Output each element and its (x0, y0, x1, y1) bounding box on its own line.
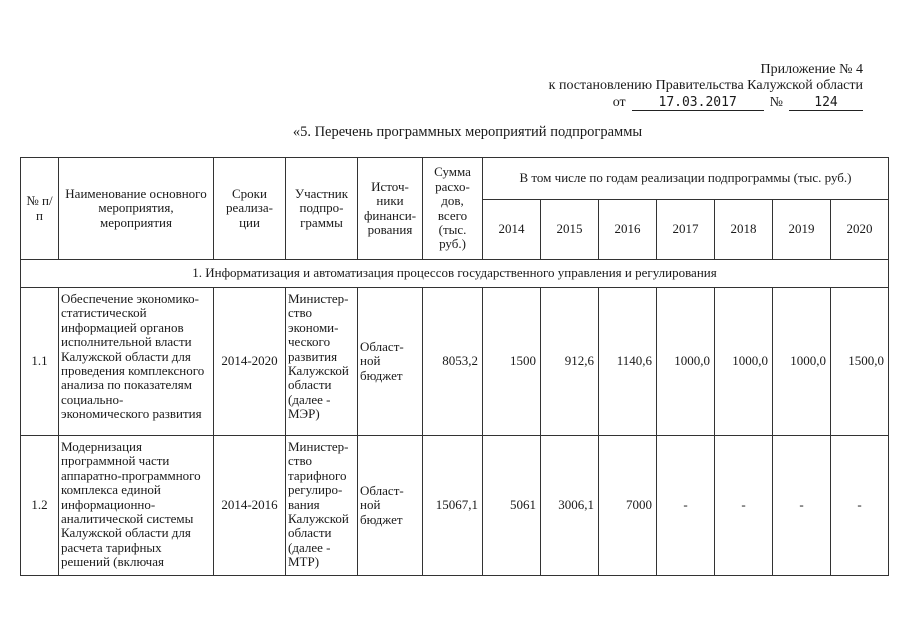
row-value-2020: 1500,0 (831, 288, 889, 436)
resolution-date: 17.03.2017 (632, 95, 764, 111)
header-year: 2018 (715, 200, 773, 260)
row-value-2019: - (773, 436, 831, 576)
header-num: № п/п (21, 158, 59, 260)
from-label: от (612, 95, 626, 110)
header-participant: Участник подпро-граммы (286, 158, 358, 260)
header-year: 2019 (773, 200, 831, 260)
header-years-group: В том числе по годам реализации подпрограммы (тыс. руб.) (483, 158, 889, 200)
header-source: Источ-ники финанси-рования (358, 158, 423, 260)
table-row (21, 436, 889, 576)
header-year: 2016 (599, 200, 657, 260)
row-source: Област-ной бюджет (358, 436, 423, 576)
document-header (549, 62, 863, 111)
section-row (21, 260, 889, 288)
row-participant: Министер-ство экономи-ческого развития Калужской области (далее - МЭР) (286, 288, 358, 436)
resolution-number: 124 (789, 95, 863, 111)
row-num: 1.2 (21, 436, 59, 576)
header-year: 2015 (541, 200, 599, 260)
row-value-2018: - (715, 436, 773, 576)
row-source: Област-ной бюджет (358, 288, 423, 436)
row-terms: 2014-2016 (214, 436, 286, 576)
header-terms: Сроки реализа-ции (214, 158, 286, 260)
row-value-2015: 3006,1 (541, 436, 599, 576)
row-value-2018: 1000,0 (715, 288, 773, 436)
row-value-2014: 5061 (483, 436, 541, 576)
row-sum: 8053,2 (423, 288, 483, 436)
header-year: 2014 (483, 200, 541, 260)
header-sum: Сумма расхо-дов, всего (тыс. руб.) (423, 158, 483, 260)
header-year: 2017 (657, 200, 715, 260)
row-value-2015: 912,6 (541, 288, 599, 436)
row-num: 1.1 (21, 288, 59, 436)
row-terms: 2014-2020 (214, 288, 286, 436)
row-value-2014: 1500 (483, 288, 541, 436)
row-value-2020: - (831, 436, 889, 576)
header-name: Наименование основного мероприятия, мероприятия (59, 158, 214, 260)
row-participant: Министер-ство тарифного регулиро-вания Калужской области (далее - МТР) (286, 436, 358, 576)
row-value-2019: 1000,0 (773, 288, 831, 436)
row-value-2017: 1000,0 (657, 288, 715, 436)
appendix-label: Приложение № 4 (760, 62, 863, 77)
row-name: Обеспечение экономико-статистической информацией органов исполнительной власти Калужской области для проведения комплексного анализа по показателям социально-экономического развития (59, 288, 214, 436)
row-value-2017: - (657, 436, 715, 576)
row-value-2016: 1140,6 (599, 288, 657, 436)
row-sum: 15067,1 (423, 436, 483, 576)
table-row (21, 288, 889, 436)
row-name: Модернизация программной части аппаратно-программного комплекса единой информационно-аналитической системы Калужской области для расчета тарифных решений (включая (59, 436, 214, 576)
date-number-line (549, 95, 863, 111)
row-value-2016: 7000 (599, 436, 657, 576)
program-activities-table (20, 157, 889, 576)
resolution-reference: к постановлению Правительства Калужской области (548, 78, 863, 93)
header-year: 2020 (831, 200, 889, 260)
document-title: «5. Перечень программных мероприятий подпрограммы (292, 124, 643, 140)
number-label: № (769, 95, 783, 110)
section-title: 1. Информатизация и автоматизация процессов государственного управления и регулирования (21, 260, 889, 288)
header-row (21, 158, 889, 200)
